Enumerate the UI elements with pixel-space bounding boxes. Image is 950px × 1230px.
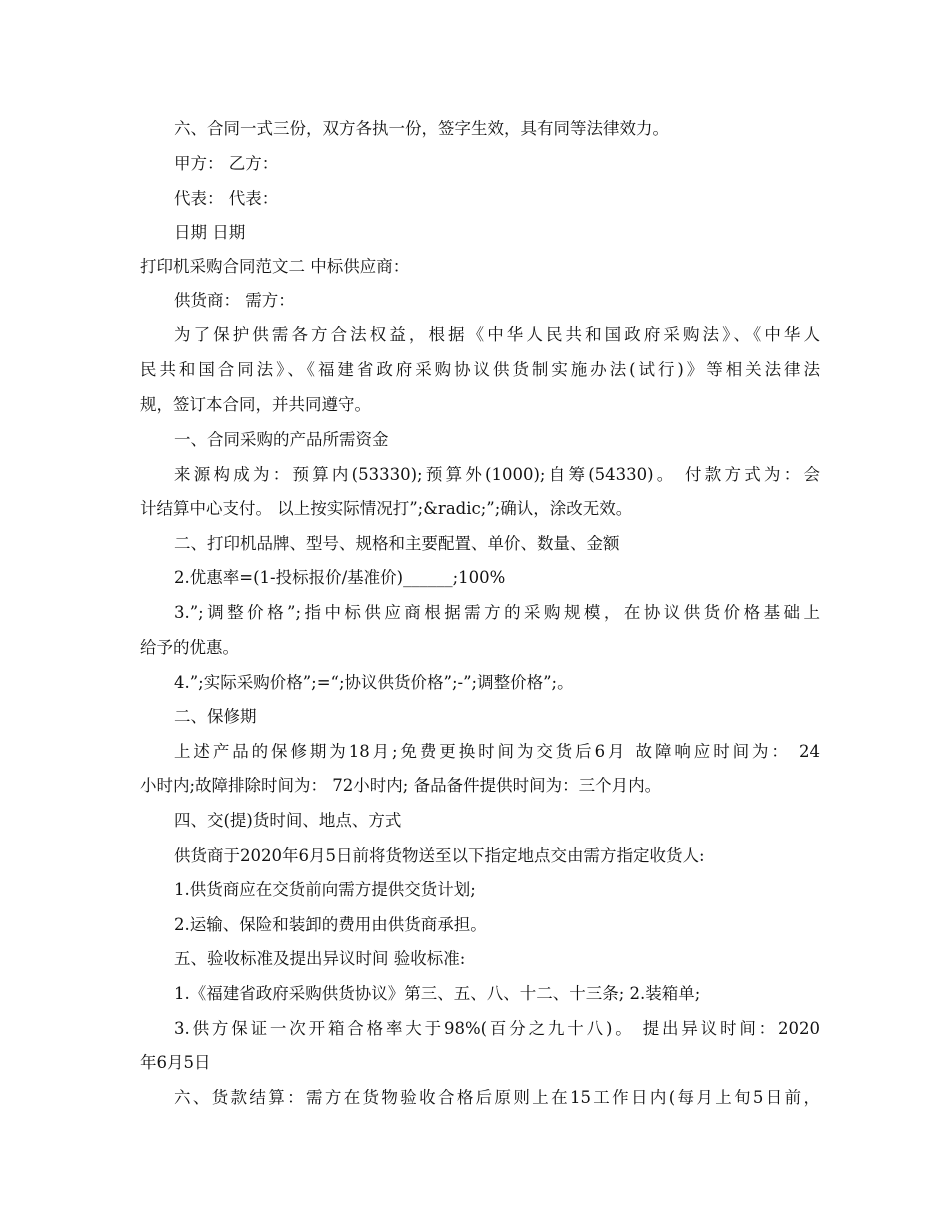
warranty-paragraph-line-2: 小时内;故障排除时间为： 72小时内; 备品备件提供时间为：三个月内。 [140,776,662,795]
heading-funding: 一、合同采购的产品所需资金 [174,430,389,449]
heading-delivery: 四、交(提)货时间、地点、方式 [174,811,402,830]
delivery-item-2: 2.运输、保险和装卸的费用由供货商承担。 [174,915,487,934]
adjusted-price-line-2: 给予的优惠。 [140,638,239,657]
heading-acceptance: 五、验收标准及提出异议时间 验收标准: [174,949,466,968]
warranty-paragraph-line-1: 上述产品的保修期为18月;免费更换时间为交货后6月 故障响应时间为： 24 [174,742,820,761]
intro-paragraph-line-2: 民共和国合同法》、《福建省政府采购协议供货制实施办法(试行)》等相关法律法 [140,360,820,379]
funding-paragraph-line-1: 来源构成为：预算内(53330);预算外(1000);自筹(54330)。 付款方式为：会 [174,465,820,484]
representative-label: 代表： 代表： [174,189,279,208]
acceptance-item-3-line-2: 年6月5日 [140,1053,211,1072]
intro-paragraph-line-3: 规，签订本合同，并共同遵守。 [140,395,371,414]
actual-price-formula: 4.”;实际采购价格”;=“;协议供货价格”;-”;调整价格”;。 [174,673,574,692]
delivery-paragraph: 供货商于2020年6月5日前将货物送至以下指定地点交由需方指定收货人: [174,846,705,865]
acceptance-item-3-line-1: 3.供方保证一次开箱合格率大于98%(百分之九十八)。 提出异议时间：2020 [174,1019,820,1038]
heading-warranty: 二、保修期 [174,707,257,726]
payment-settlement-line: 六、货款结算：需方在货物验收合格后原则上在15工作日内(每月上旬5日前， [174,1088,820,1107]
supplier-buyer-label: 供货商： 需方： [174,291,295,310]
funding-paragraph-line-2: 计结算中心支付。 以上按实际情况打”;&radic;”;确认，涂改无效。 [140,499,633,518]
adjusted-price-line-1: 3.”;调整价格”;指中标供应商根据需方的采购规模，在协议供货价格基础上 [174,603,820,622]
intro-paragraph-line-1: 为了保护供需各方合法权益，根据《中华人民共和国政府采购法》、《中华人 [174,325,820,344]
clause-six-copies: 六、合同一式三份，双方各执一份，签字生效，具有同等法律效力。 [174,119,669,138]
date-label: 日期 日期 [174,223,246,242]
heading-printer-specs: 二、打印机品牌、型号、规格和主要配置、单价、数量、金额 [174,534,620,553]
acceptance-item-1: 1.《福建省政府采购供货协议》第三、五、八、十二、十三条; 2.装箱单; [174,984,701,1003]
discount-rate-formula: 2.优惠率=(1-投标报价/基准价)______;100% [174,568,506,587]
party-a-b-label: 甲方： 乙方： [174,154,279,173]
delivery-item-1: 1.供货商应在交货前向需方提供交货计划; [174,880,476,899]
section-title-sample-two: 打印机采购合同范文二 中标供应商： [140,257,410,276]
